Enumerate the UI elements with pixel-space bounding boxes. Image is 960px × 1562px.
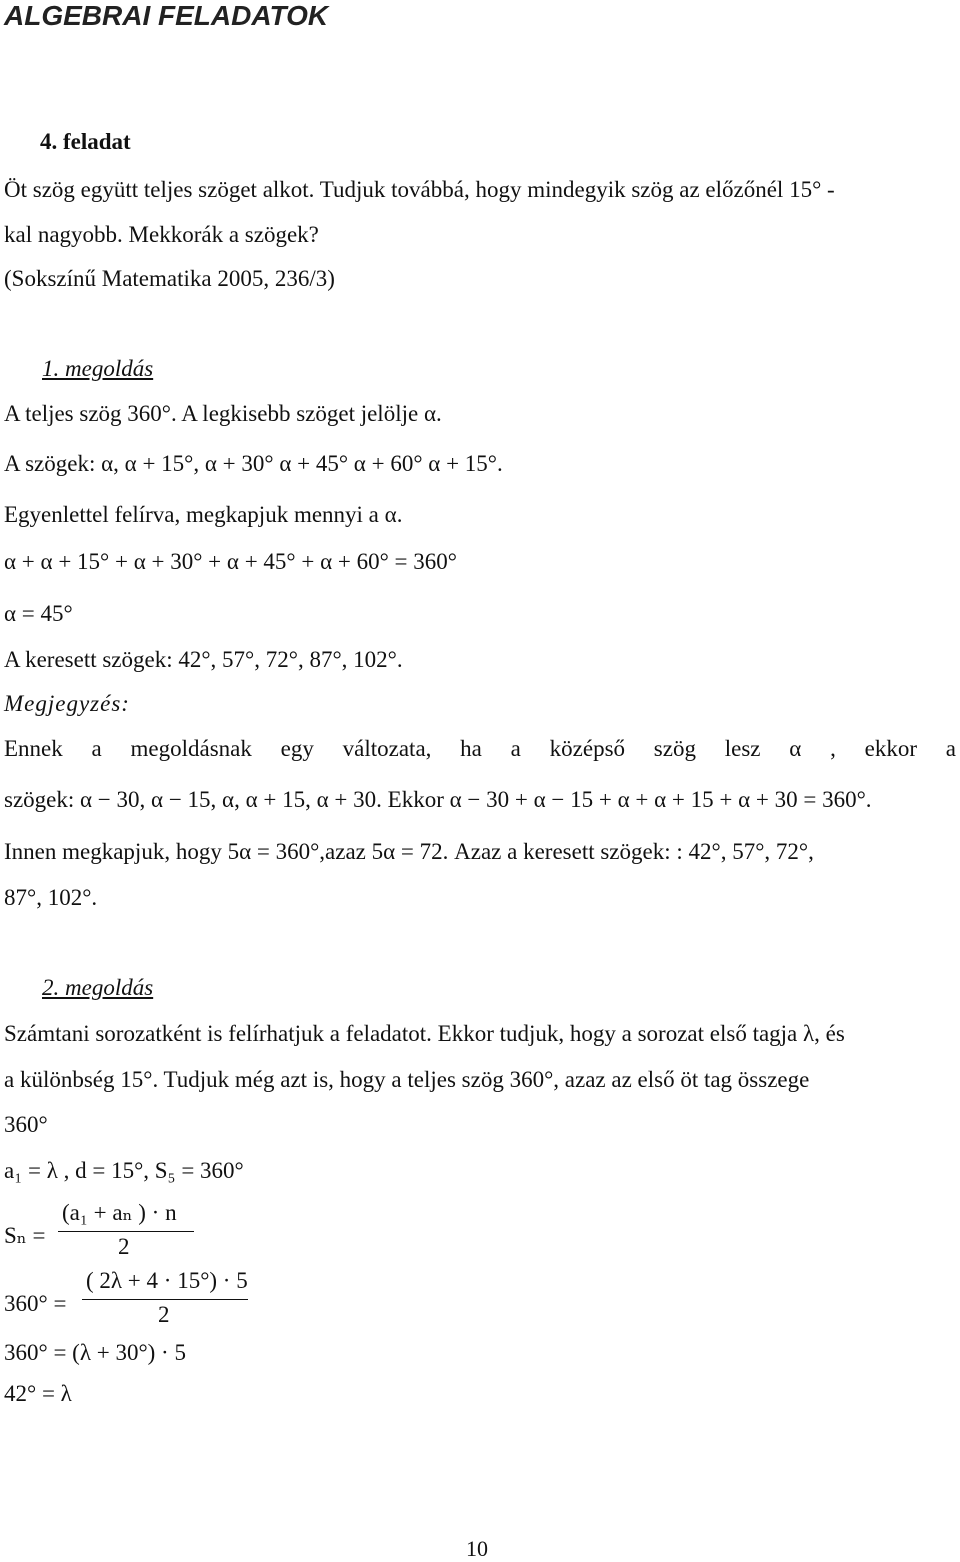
sum-formula-numerator: (a₁ + aₙ ) · n — [62, 1200, 177, 1225]
solution1-line-1: A teljes szög 360°. A legkisebb szöget jelölje α. — [4, 401, 442, 426]
solution2-equation-4: 360° = (λ + 30°) · 5 — [4, 1340, 186, 1365]
substitution-numerator: ( 2λ + 4 · 15°) · 5 — [86, 1268, 248, 1293]
sum-formula-fraction — [58, 1200, 198, 1260]
fraction-bar — [82, 1299, 248, 1300]
fraction-bar — [58, 1231, 194, 1232]
solution2-title: 2. megoldás — [42, 975, 154, 1000]
solution1-equation-1: α + α + 15° + α + 30° + α + 45° + α + 60° = 360° — [4, 549, 457, 574]
sum-formula-lhs: Sₙ = — [4, 1223, 46, 1248]
problem-source: (Sokszínű Matematika 2005, 236/3) — [4, 266, 335, 291]
sum-formula-denominator: 2 — [118, 1234, 130, 1259]
task-title: 4. feladat — [40, 129, 131, 154]
solution1-title: 1. megoldás — [42, 356, 154, 381]
solution2-equation-5: 42° = λ — [4, 1381, 72, 1406]
note-line-4: 87°, 102°. — [4, 885, 98, 910]
solution1-equation-2: α = 45° — [4, 601, 73, 626]
note-line-2: szögek: α − 30, α − 15, α, α + 15, α + 30. Ekkor α − 30 + α − 15 + α + α + 15 + α + 30 = 360°. — [4, 787, 872, 812]
solution2-line-1: Számtani sorozatként is felírhatjuk a feladatot. Ekkor tudjuk, hogy a sorozat első tagja λ, és — [4, 1021, 845, 1046]
problem-line-1: Öt szög együtt teljes szöget alkot. Tudjuk továbbá, hogy mindegyik szög az előzőnél 15° - — [4, 177, 835, 202]
problem-line-2: kal nagyobb. Mekkorák a szögek? — [4, 222, 319, 247]
substitution-lhs: 360° = — [4, 1291, 67, 1316]
solution1-result: A keresett szögek: 42°, 57°, 72°, 87°, 102°. — [4, 647, 403, 672]
substitution-fraction — [82, 1268, 252, 1328]
note-line-3: Innen megkapjuk, hogy 5α = 360°,azaz 5α = 72. Azaz a keresett szögek: : 42°, 57°, 72°, — [4, 839, 814, 864]
solution2-line-2: a különbség 15°. Tudjuk még azt is, hogy a teljes szög 360°, azaz az első öt tag összege — [4, 1067, 810, 1092]
note-label: Megjegyzés: — [4, 691, 130, 716]
note-line-1: Ennek a megoldásnak egy változata, ha a középső szög lesz α , ekkor a — [4, 736, 956, 761]
solution1-line-3: Egyenlettel felírva, megkapjuk mennyi a α. — [4, 502, 403, 527]
solution2-line-3: 360° — [4, 1112, 48, 1137]
solution1-line-2: A szögek: α, α + 15°, α + 30° α + 45° α + 60° α + 15°. — [4, 451, 503, 476]
page-header: ALGEBRAI FELADATOK — [4, 0, 329, 31]
solution2-equation-1: a₁ = λ , d = 15°, S₅ = 360° — [4, 1158, 244, 1183]
page-number: 10 — [466, 1536, 488, 1561]
substitution-denominator: 2 — [158, 1302, 170, 1327]
